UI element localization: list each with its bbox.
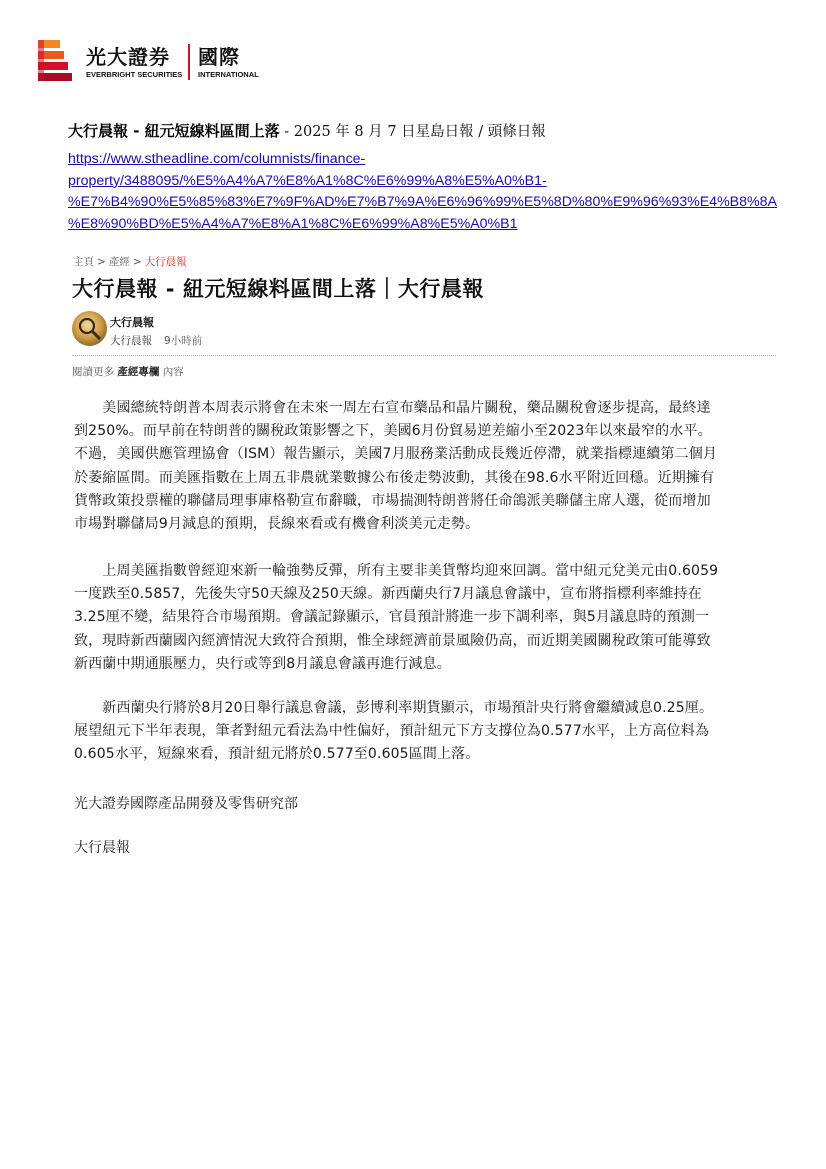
- author-byline: [110, 333, 202, 348]
- breadcrumb-separator: >: [97, 256, 106, 268]
- paragraph-line: 不過，美國供應管理協會（ISM）報告顯示，美國7月服務業活動成長幾近停滯，就業指標連續第二個月: [74, 446, 718, 463]
- url-line[interactable]: property/3488095/%E5%A4%A7%E8%A1%8C%E6%99%A8%E5%A0%B1-: [68, 172, 547, 189]
- paragraph-line: 新西蘭中期通脹壓力，央行或等到8月議息會議再進行減息。: [74, 655, 451, 672]
- read-more: [72, 364, 184, 379]
- article-headline: 大行晨報 - 紐元短線料區間上落｜大行晨報: [72, 277, 484, 301]
- logo-name-en-2: INTERNATIONAL: [198, 70, 259, 79]
- avatar-icon: [72, 311, 107, 346]
- read-more-link[interactable]: 產經專欄: [117, 366, 160, 378]
- logo-name-cn: 光大證券: [86, 45, 170, 69]
- divider: [72, 355, 776, 356]
- url-line[interactable]: %E7%B4%90%E5%85%83%E7%9F%AD%E7%B7%9A%E6%96%99%E5%8D%80%E9%96%93%E4%B8%8A: [68, 194, 778, 210]
- author-name[interactable]: 大行晨報: [110, 316, 154, 329]
- paragraph-line: 0.605水平，短線來看，預計紐元將於0.577至0.605區間上落。: [74, 746, 480, 763]
- breadcrumb-home[interactable]: 主頁: [73, 256, 94, 268]
- company-logo: [38, 40, 288, 84]
- breadcrumb-separator: >: [132, 256, 142, 268]
- everbright-logo-icon: [38, 40, 72, 82]
- paragraph-line: 貨幣政策投票權的聯儲局理事庫格勒宣布辭職，市場揣測特朗普將任命鴿派美聯儲主席人選，從而增加: [74, 492, 711, 509]
- report-meta: - 2025 年 8 月 7 日星島日報 / 頭條日報: [279, 124, 546, 140]
- paragraph-line: 致，現時新西蘭國內經濟情況大致符合預期，惟全球經濟前景風險仍高，而近期美國關稅政策可能導致: [74, 632, 711, 649]
- paragraph-line: 3.25厘不變，結果符合市場預期。會議記錄顯示，官員預計將進一步下調利率，與5月議息時的預測一: [74, 609, 710, 626]
- report-title: 大行晨報 - 紐元短線料區間上落: [68, 122, 280, 140]
- article-paragraph-3: [74, 697, 774, 767]
- report-heading: [68, 121, 778, 143]
- author-column: 大行晨報: [110, 335, 152, 347]
- read-more-prefix: 閱讀更多: [72, 366, 114, 378]
- read-more-suffix: 內容: [162, 366, 184, 378]
- breadcrumb: [73, 254, 187, 269]
- paragraph-line: 展望紐元下半年表現，筆者對紐元看法為中性偏好，預計紐元下方支撐位為0.577水平，上方高位料為: [74, 723, 710, 740]
- paragraph-line: 上周美匯指數曾經迎來新一輪強勢反彈，所有主要非美貨幣均迎來回調。當中紐元兌美元由0.6059: [74, 563, 719, 579]
- paragraph-line: 一度跌至0.5857，先後失守50天線及250天線。新西蘭央行7月議息會議中，宣布將指標利率維持在: [74, 586, 702, 603]
- signature-department: 光大證券國際產品開發及零售研究部: [74, 796, 298, 812]
- paragraph-line: 新西蘭央行將於8月20日舉行議息會議，彭博利率期貨顯示，市場預計央行將會繼續減息0.25厘。: [74, 700, 714, 716]
- publish-time: 9小時前: [164, 335, 203, 347]
- url-line[interactable]: %E8%90%BD%E5%A4%A7%E8%A1%8C%E6%99%A8%E5%A0%B1: [68, 215, 518, 232]
- logo-divider: [188, 44, 190, 80]
- paragraph-line: 到250%。而早前在特朗普的關稅政策影響之下，美國6月份貿易逆差縮小至2023年以來最窄的水平。: [74, 423, 712, 440]
- paragraph-line: 美國總統特朗普本周表示將會在未來一周左右宣布藥品和晶片關稅，藥品關稅會逐步提高，最終達: [74, 400, 711, 416]
- breadcrumb-current[interactable]: 大行晨報: [144, 256, 187, 268]
- article-paragraph-2: [74, 560, 774, 676]
- paragraph-line: 市場對聯儲局9月減息的預期，長線來看或有機會利淡美元走勢。: [74, 516, 480, 533]
- url-line[interactable]: https://www.stheadline.com/columnists/finance-: [68, 151, 366, 167]
- author-avatar[interactable]: [72, 311, 107, 346]
- paragraph-line: 於萎縮區間。而美匯指數在上周五非農就業數據公布後走勢波動，其後在98.6水平附近回穩。近期擁有: [74, 469, 715, 486]
- logo-name-en: EVERBRIGHT SECURITIES: [86, 70, 183, 79]
- breadcrumb-section[interactable]: 產經: [108, 256, 130, 268]
- article-paragraph-1: [74, 397, 774, 536]
- source-url-link[interactable]: [68, 149, 788, 235]
- signature-column: 大行晨報: [74, 840, 130, 856]
- logo-name-cn-2: 國際: [198, 45, 240, 69]
